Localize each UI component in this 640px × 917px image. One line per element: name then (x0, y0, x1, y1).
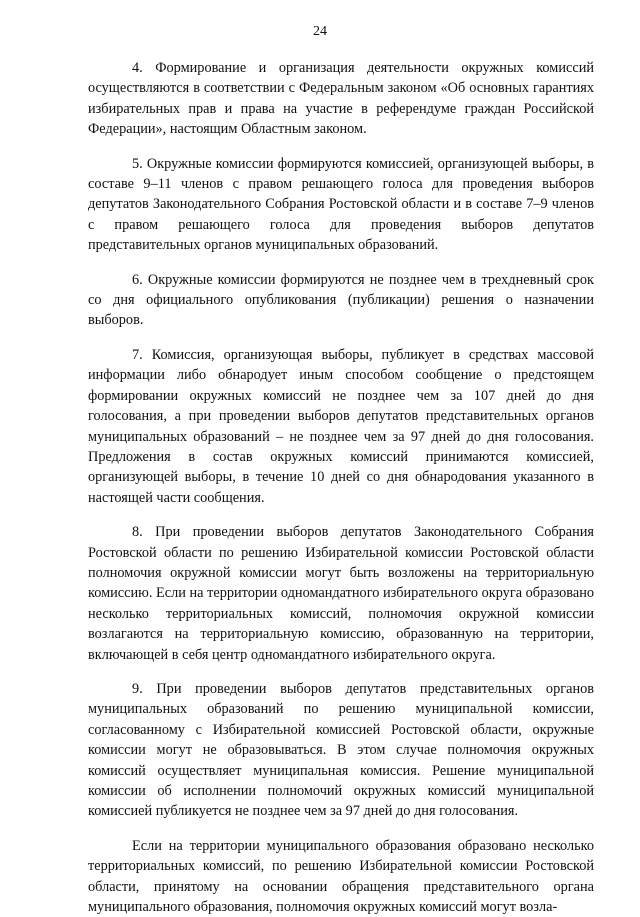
paragraph-9-continuation: Если на территории муниципального образования образовано несколько территориальных комиссий, по решению Избирательной комиссии Ростовской области, принятому на основании обращения представительного органа муниципального образования, полномочия окружных комиссий могут возла- (88, 837, 594, 916)
paragraph-4: 4. Формирование и организация деятельности окружных комиссий осуществляются в соответствии с Федеральным законом «Об основных гарантиях избирательных прав и права на участие в референдуме граждан Российской Федерации», настоящим Областным законом. (88, 60, 594, 138)
paragraph-8: 8. При проведении выборов депутатов Законодательного Собрания Ростовской области по решению Избирательной комиссии Ростовской области полномочия окружной комиссии могут быть возложены на территориальную комиссию. Если на территории одномандатного избирательного округа образовано несколько территориальных комиссий, полномочия окружной комиссии возлагаются на территориальную комиссию, образованную на территории, включающей в себя центр одномандатного избирательного округа. (88, 524, 594, 663)
page-number: 24 (313, 24, 327, 39)
paragraph-9: 9. При проведении выборов депутатов представительных органов муниципальных образований по решению муниципальной комиссии, согласованному с Избирательной комиссией Ростовской области, окружные комиссии могут не образовываться. В этом случае полномочия окружных комиссий осуществляет муниципальная комиссия. Решение муниципальной комиссии об исполнении полномочий окружных комиссий муниципальной комиссией публикуется не позднее чем за 97 дней до дня голосования. (88, 680, 594, 820)
paragraph-6: 6. Окружные комиссии формируются не позднее чем в трехдневный срок со дня официального опубликования (публикации) решения о назначении выборов. (88, 271, 594, 329)
paragraph-7: 7. Комиссия, организующая выборы, публикует в средствах массовой информации либо обнародует иным способом сообщение о предстоящем формировании окружных комиссий не позднее чем за 107 дней до дня голосования, а при проведении выборов депутатов представительных органов муниципальных образований – не позднее чем за 97 дней до дня голосования. Предложения в состав окружных комиссий принимаются комиссией, организующей выборы, в течение 10 дней со дня обнародования указанного в настоящей части сообщения. (88, 346, 594, 506)
document-body (88, 58, 594, 917)
paragraph-5: 5. Окружные комиссии формируются комиссией, организующей выборы, в составе 9–11 членов с правом решающего голоса для проведения выборов депутатов Законодательного Собрания Ростовской области и в составе 7–9 членов с правом решающего голоса для проведения выборов депутатов представительных органов муниципальных образований. (88, 155, 594, 254)
